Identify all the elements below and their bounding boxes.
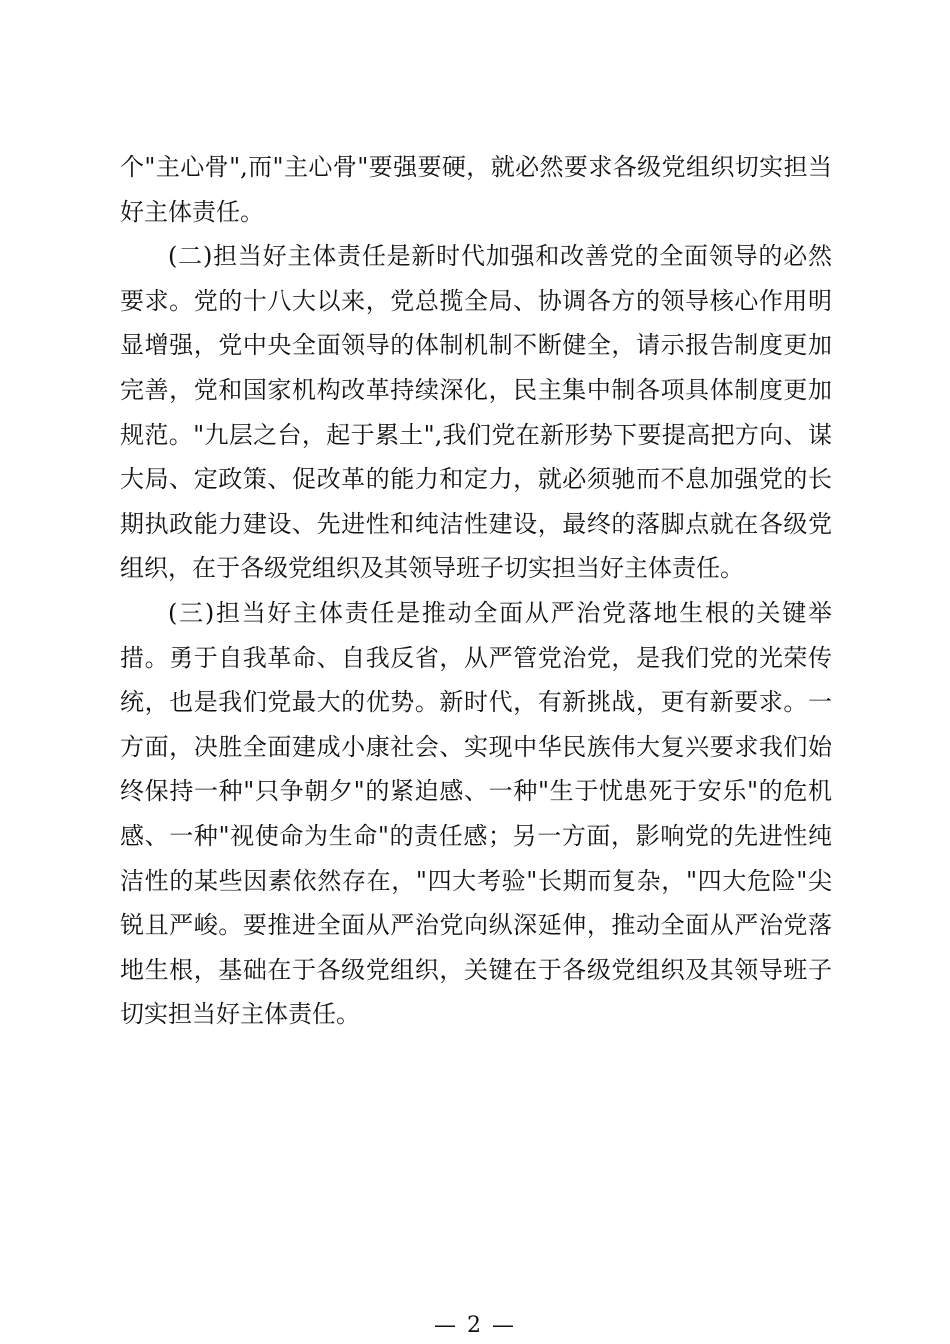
paragraph-continuation: 个"主心骨",而"主心骨"要强要硬，就必然要求各级党组织切实担当好主体责任。 [120, 153, 832, 226]
document-body [120, 145, 832, 1037]
paragraph-section-two: (二)担当好主体责任是新时代加强和改善党的全面领导的必然要求。党的十八大以来，党总揽全局、协调各方的领导核心作用明显增强，党中央全面领导的体制机制不断健全，请示报告制度更加完善，党和国家机构改革持续深化，民主集中制各项具体制度更加规范。"九层之台，起于累土",我们党在新形势下要提高把方向、谋大局、定政策、促改革的能力和定力，就必须驰而不息加强党的长期执政能力建设、先进性和纯洁性建设，最终的落脚点就在各级党组织，在于各级党组织及其领导班子切实担当好主体责任。 [120, 242, 832, 583]
page-number: — 2 — [434, 1313, 516, 1338]
paragraph-section-three: (三)担当好主体责任是推动全面从严治党落地生根的关键举措。勇于自我革命、自我反省，从严管党治党，是我们党的光荣传统，也是我们党最大的优势。新时代，有新挑战，更有新要求。一方面，决胜全面建成小康社会、实现中华民族伟大复兴要求我们始终保持一种"只争朝夕"的紧迫感、一种"生于忧患死于安乐"的危机感、一种"视使命为生命"的责任感；另一方面，影响党的先进性纯洁性的某些因素依然存在，"四大考验"长期而复杂，"四大危险"尖锐且严峻。要推进全面从严治党向纵深延伸，推动全面从严治党落地生根，基础在于各级党组织，关键在于各级党组织及其领导班子切实担当好主体责任。 [120, 598, 832, 1029]
